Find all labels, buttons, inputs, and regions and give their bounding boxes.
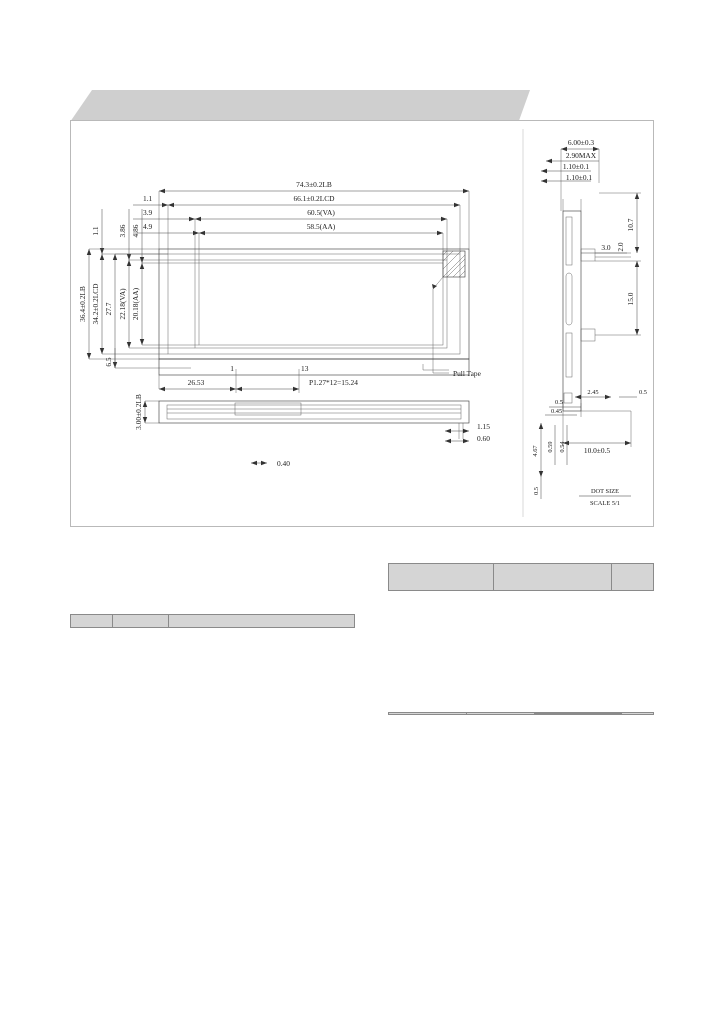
dim-3-00: 3.00±0.2LB (134, 394, 143, 430)
pin-last-label: 13 (301, 364, 309, 373)
dim-4-86: 4.86 (131, 224, 140, 238)
dim-0-40: 0.40 (277, 459, 290, 468)
header-band-shape (70, 90, 530, 122)
dim-0-60: 0.60 (477, 434, 490, 443)
dot-size-scale: SCALE 5/1 (589, 500, 621, 507)
column-header-symbol (467, 713, 535, 715)
column-header-description (169, 615, 355, 628)
dim-22-18: 22.18(VA) (118, 288, 127, 320)
table-header-row (71, 615, 355, 628)
column-header-item (389, 713, 467, 715)
dim-27-7: 27.7 (104, 302, 113, 316)
dim-20-18: 20.18(AA) (131, 287, 140, 321)
pull-tape-label: Pull Tape (453, 369, 481, 378)
electrical-characteristics-table (388, 712, 654, 715)
page-title (102, 90, 124, 122)
dim-34-2: 34.2±0.2LCD (91, 283, 100, 325)
dim-3-86: 3.86 (118, 224, 127, 238)
dim-1-1-top: 1.1 (143, 194, 153, 203)
dim-15-0: 15.0 (626, 292, 635, 306)
dim-1-10-a: 1.10±0.1 (562, 162, 590, 171)
side-view (563, 199, 631, 417)
dim-66-1: 66.1±0.2LCD (293, 194, 335, 203)
column-header-symbol (113, 615, 169, 628)
dim-0-45: 0.45 (551, 408, 563, 415)
column-header-standard-value (494, 564, 612, 591)
dot-size-title: DOT SIZE (590, 488, 620, 495)
pull-tape-block (443, 251, 465, 277)
page-header-banner (70, 90, 530, 122)
dim-60-5: 60.5(VA) (307, 208, 335, 217)
dim-74-3: 74.3±0.2LB (296, 180, 332, 189)
dim-0-5-right: 0.5 (639, 389, 647, 396)
dim-58-5: 58.5(AA) (306, 222, 336, 231)
dim-1-1-left: 1.1 (91, 226, 100, 236)
dim-6-5: 6.5 (104, 357, 113, 367)
column-subheader-typ (535, 714, 622, 715)
dim-0-54: 0.54 (559, 441, 566, 453)
column-header-unit (612, 564, 654, 591)
dim-0-5-b: 0.5 (533, 487, 540, 495)
dim-10-7: 10.7 (626, 218, 635, 232)
pin-assignment-table (70, 614, 355, 628)
dim-1-15: 1.15 (477, 422, 490, 431)
column-header-item (389, 564, 494, 591)
dim-1-10-b: 1.10±0.1 (565, 173, 593, 182)
dim-0-59: 0.59 (547, 441, 554, 453)
table-header-row (389, 564, 654, 591)
mechanical-drawing (71, 121, 653, 526)
dim-2-90: 2.90MAX (565, 151, 597, 160)
dim-3-0: 3.0 (601, 243, 611, 252)
dim-p1-27: P1.27*12=15.24 (309, 378, 358, 387)
dim-4-67: 4.67 (532, 445, 539, 457)
dim-10-0: 10.0±0.5 (583, 446, 611, 455)
mechanical-data-table (388, 563, 654, 591)
dim-6-00: 6.00±0.3 (567, 138, 595, 147)
dim-2-45: 2.45 (587, 389, 599, 396)
dim-3-9: 3.9 (143, 208, 153, 217)
dim-26-53: 26.53 (187, 378, 205, 387)
dim-2-0: 2.0 (616, 242, 625, 252)
dim-0-5-a: 0.5 (555, 399, 563, 406)
column-header-unit (622, 713, 654, 715)
mechanical-drawing-frame (70, 120, 654, 527)
dim-36-4: 36.4±0.2LB (78, 286, 87, 322)
pin-first-label: 1 (230, 364, 234, 373)
column-header-pin-no (71, 615, 113, 628)
dim-4-9: 4.9 (143, 222, 153, 231)
